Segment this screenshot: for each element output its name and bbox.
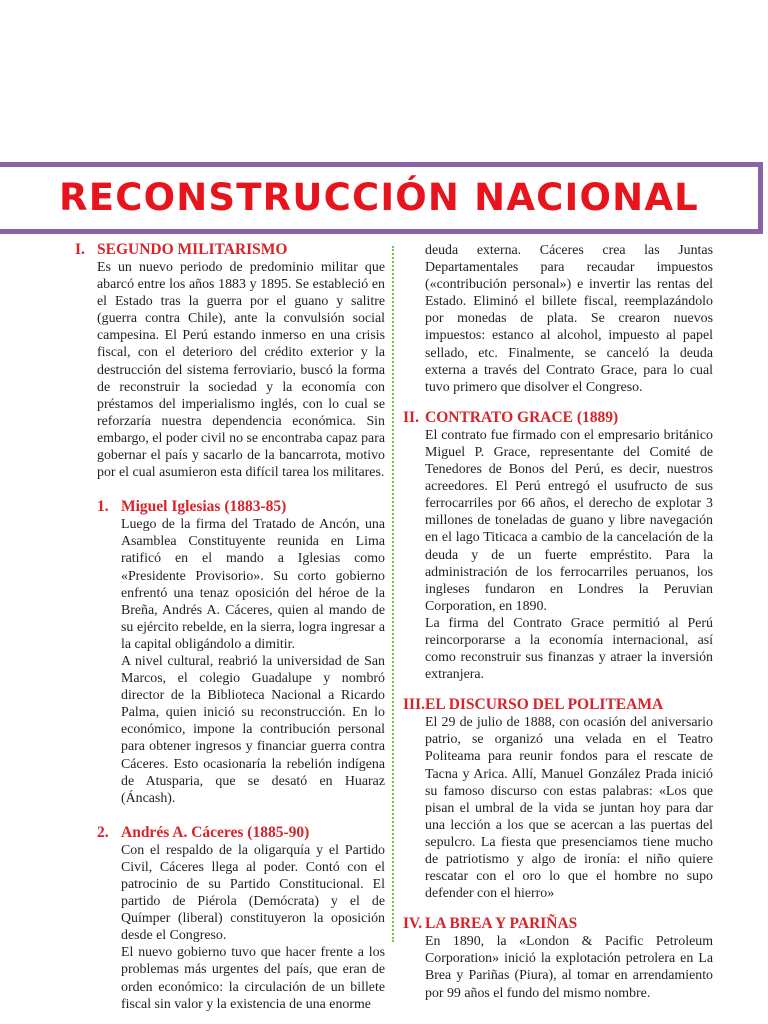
paragraph: La firma del Contrato Grace permitió al Perú reincorporarse a la economía internacional, así como reconstruir sus finanzas y atraer la inversión extranjera. (425, 615, 713, 683)
paragraph: El contrato fue firmado con el empresario británico Miguel P. Grace, representante del Comité de Tenedores de Bonos del Perú, es decir, nuestros acreedores. El Perú entregó el usufructo de sus ferrocarriles por 66 años, el derecho de explotar 3 millones de toneladas de guano y libre navegación en el lago Titicaca a cambio de la cancelación de la deuda y de un fuerte empréstito. Para la administración de los ferrocarriles peruanos, los ingleses fundaron en Londres la Peruvian Corporation, en 1890. (425, 427, 713, 614)
section-title: SEGUNDO MILITARISMO (97, 241, 288, 258)
section-heading-discurso-politeama (403, 695, 713, 714)
section-number: IV. (403, 915, 423, 933)
page-title: RECONSTRUCCIÓN NACIONAL (59, 176, 699, 219)
paragraph: El 29 de julio de 1888, con ocasión del aniversario patrio, se organizó una velada en el Teatro Politeama para reunir fondos para el rescate de Tacna y Arica. Allí, Manuel González Prada inició su famoso discurso con estas palabras: «Los que pisan el umbral de la vida se juntan hoy para dar una lección a los que se acercan a las puertas del sepulcro. La fiesta que presenciamos tiene mucho de patriotismo y algo de ironía: el niño quiere rescatar con el oro lo que el hombre no supo defender con el hierro» (425, 715, 713, 902)
paragraph: El nuevo gobierno tuvo que hacer frente a los problemas más urgentes del país, que eran de orden económico: la circulación de un billete fiscal sin valor y la existencia de una enorme (121, 945, 385, 1012)
title-banner (0, 162, 763, 234)
section-number: III. (403, 696, 425, 714)
section-title: EL DISCURSO DEL POLITEAMA (425, 696, 664, 714)
section-number: I. (75, 241, 85, 258)
section-heading-contrato-grace (403, 408, 713, 427)
section-heading-brea-parinas (403, 914, 713, 933)
paragraph: A nivel cultural, reabrió la universidad de San Marcos, el colegio Guadalupe y nombró director de la Biblioteca Nacional a Ricardo Palma, quien inició su reconstrucción. En lo económico, impone la contribución personal para obtener ingresos y financiar guerra contra Cáceres. Esto ocasionaría la rebelión indígena de Atusparia, que se desató en Huaraz (Áncash). (121, 653, 385, 806)
section-title: LA BREA Y PARIÑAS (425, 915, 578, 933)
section-title: CONTRATO GRACE (1889) (425, 408, 619, 426)
paragraph: Luego de la firma del Tratado de Ancón, una Asamblea Constituyente reunida en Lima ratificó en el mando a Iglesias como «Presidente Provisorio». Su corto gobierno enfrentó una tenaz oposición del héroe de la Breña, Andrés A. Cáceres, quien al mando de su ejército rebelde, en la sierra, logra ingresar a la capital obligándolo a dimitir. (121, 517, 385, 652)
section-number: II. (403, 408, 419, 426)
subsection-heading-miguel-iglesias (97, 497, 385, 516)
subsection-number: 1. (97, 498, 109, 516)
right-column (403, 242, 713, 1002)
section-heading-segundo-militarismo (75, 240, 385, 259)
subsection-heading-andres-caceres (97, 823, 385, 842)
subsection-title: Andrés A. Cáceres (1885-90) (121, 823, 310, 841)
subsection-title: Miguel Iglesias (1883-85) (121, 498, 287, 516)
paragraph: Es un nuevo periodo de predominio militar que abarcó entre los años 1883 y 1895. Se estableció en el Estado tras la guerra por el guano y salitre (guerra contra Chile), ante la convulsión social campesina. El Perú estando inmerso en una crisis fiscal, con el deterioro del crédito exterior y la destrucción del sistema ferroviario, buscó la forma de reconstruir la sociedad y la economía con préstamos del imperialismo inglés, con lo cual se reforzaría nuestra dependencia económica. Sin embargo, el poder civil no se encontraba capaz para gobernar el país y sacarlo de la bancarrota, motivo por el cual asumieron esta difícil tarea los militares. (97, 260, 385, 481)
paragraph: En 1890, la «London & Pacific Petroleum Corporation» inició la explotación petrolera en La Brea y Pariñas (Piura), al tomar en arrendamiento por 99 años el fundo del mismo nombre. (425, 934, 713, 1001)
left-column (75, 240, 385, 1013)
paragraph: deuda externa. Cáceres crea las Juntas Departamentales para recaudar impuestos («contribución personal») e invertir las rentas del Estado. Eliminó el billete fiscal, reemplazándolo por monedas de plata. Se crearon nuevos impuestos: estanco al alcohol, impuesto al papel sellado, etc. Finalmente, se canceló la deuda externa a través del Contrato Grace, para lo cual tuvo primero que disolver el Congreso. (425, 243, 713, 395)
column-divider (392, 246, 394, 942)
subsection-number: 2. (97, 823, 109, 841)
paragraph: Con el respaldo de la oligarquía y el Partido Civil, Cáceres llega al poder. Contó con el patrocinio de su Partido Constitucional. El partido de Piérola (Demócrata) y el de Químper (liberal) constituyeron la oposición desde el Congreso. (121, 842, 385, 944)
